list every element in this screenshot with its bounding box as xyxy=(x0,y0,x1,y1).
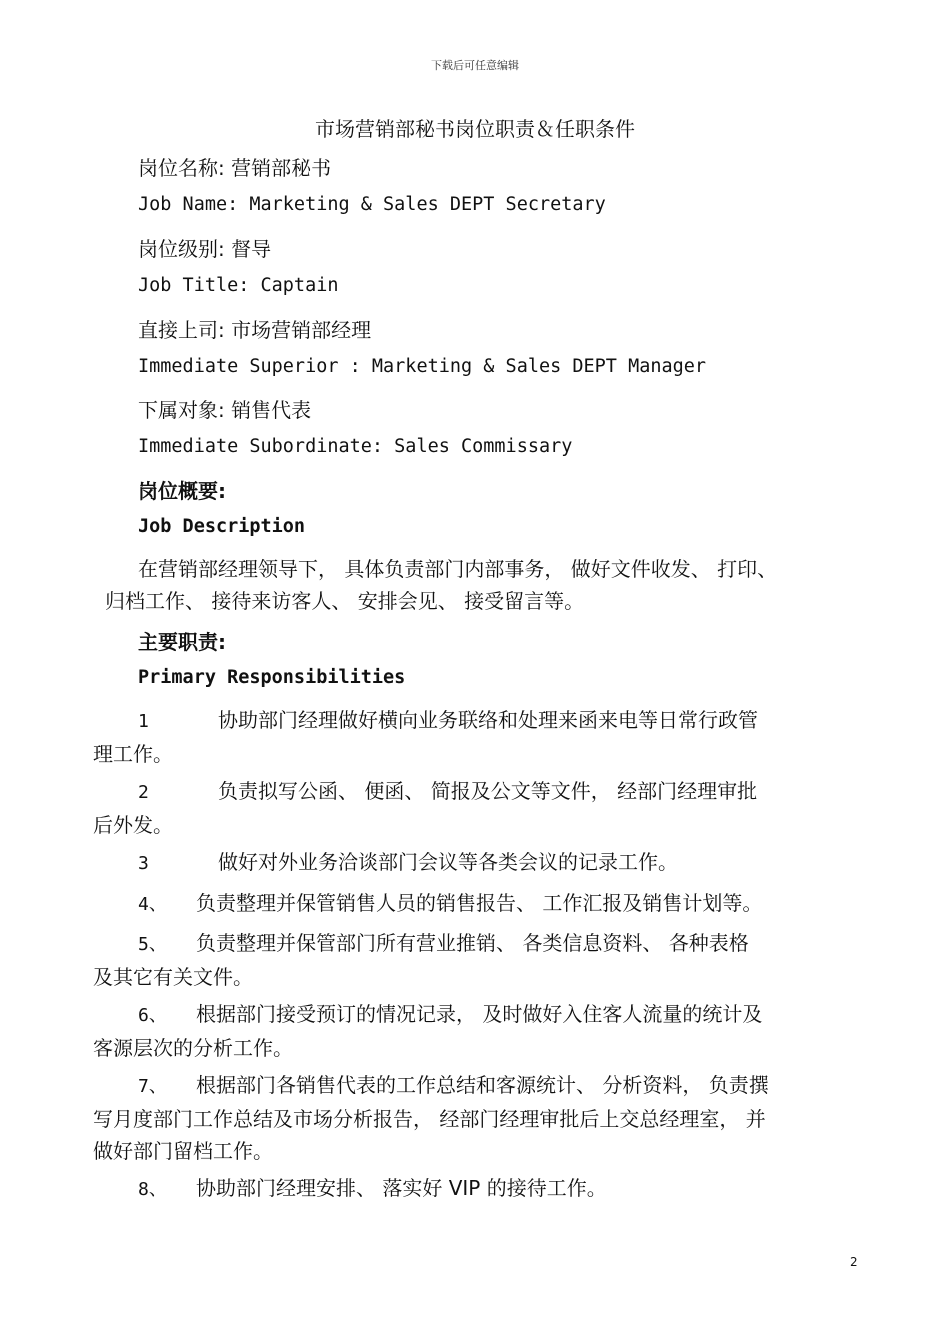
duty-item xyxy=(93,704,863,770)
duty-number: 1 xyxy=(138,711,149,732)
field-job-title: Job Title: Captain xyxy=(138,275,339,296)
field-immediate-superior: Immediate Superior : Marketing & Sales DEPT Manager xyxy=(138,356,707,377)
summary-line-1: 在营销部经理领导下， 具体负责部门内部事务， 做好文件收发、 打印、 xyxy=(138,557,778,581)
duty-item xyxy=(93,1172,863,1206)
field-direct-superior: 直接上司: 市场营销部经理 xyxy=(138,318,372,342)
header-note: 下载后可任意编辑 xyxy=(431,59,519,72)
duty-text: 负责整理并保管部门所有营业推销、 各类信息资料、 各种表格 xyxy=(196,931,749,955)
duty-item xyxy=(93,927,863,993)
summary-paragraph xyxy=(93,553,863,617)
duties-heading: 主要职责: xyxy=(138,630,226,654)
duty-text: 根据部门各销售代表的工作总结和客源统计、 分析资料， 负责撰 xyxy=(196,1073,769,1097)
duty-number: 8、 xyxy=(138,1179,167,1200)
duty-text-continued: 后外发。 xyxy=(93,813,173,837)
duty-item xyxy=(93,846,863,880)
duty-number: 7、 xyxy=(138,1076,167,1097)
duty-text: 协助部门经理安排、 落实好 VIP 的接待工作。 xyxy=(196,1176,607,1200)
duty-text-continued: 理工作。 xyxy=(93,742,173,766)
duty-text-continued: 及其它有关文件。 xyxy=(93,965,253,989)
duty-number: 3 xyxy=(138,853,149,874)
duty-text-continued: 客源层次的分析工作。 xyxy=(93,1036,293,1060)
field-position-level: 岗位级别: 督导 xyxy=(138,237,272,261)
duty-text: 负责拟写公函、 便函、 简报及公文等文件， 经部门经理审批 xyxy=(218,779,758,803)
field-subordinate: 下属对象: 销售代表 xyxy=(138,398,312,422)
page-number: 2 xyxy=(850,1255,858,1269)
duty-text: 根据部门接受预订的情况记录， 及时做好入住客人流量的统计及 xyxy=(196,1002,763,1026)
duties-heading-en: Primary Responsibilities xyxy=(138,667,406,688)
duty-number: 5、 xyxy=(138,934,167,955)
duty-text-continued: 做好部门留档工作。 xyxy=(93,1139,273,1163)
duty-text-continued: 写月度部门工作总结及市场分析报告， 经部门经理审批后上交总经理室， 并 xyxy=(93,1107,766,1131)
duty-number: 6、 xyxy=(138,1005,167,1026)
duty-text: 协助部门经理做好横向业务联络和处理来函来电等日常行政管 xyxy=(218,708,758,732)
duty-item xyxy=(93,998,863,1064)
summary-heading: 岗位概要: xyxy=(138,479,226,503)
field-immediate-subordinate: Immediate Subordinate: Sales Commissary xyxy=(138,436,573,457)
field-position-name: 岗位名称: 营销部秘书 xyxy=(138,156,332,180)
duty-text: 负责整理并保管销售人员的销售报告、 工作汇报及销售计划等。 xyxy=(196,891,763,915)
duty-number: 4、 xyxy=(138,894,167,915)
summary-line-2: 归档工作、 接待来访客人、 安排会见、 接受留言等。 xyxy=(105,589,585,613)
duty-item xyxy=(93,775,863,841)
duty-number: 2 xyxy=(138,782,149,803)
duty-item xyxy=(93,887,863,921)
duty-item xyxy=(93,1069,863,1167)
summary-heading-en: Job Description xyxy=(138,516,306,537)
duty-text: 做好对外业务洽谈部门会议等各类会议的记录工作。 xyxy=(218,850,678,874)
field-job-name: Job Name: Marketing & Sales DEPT Secretary xyxy=(138,194,606,215)
document-title: 市场营销部秘书岗位职责＆任职条件 xyxy=(315,117,635,141)
